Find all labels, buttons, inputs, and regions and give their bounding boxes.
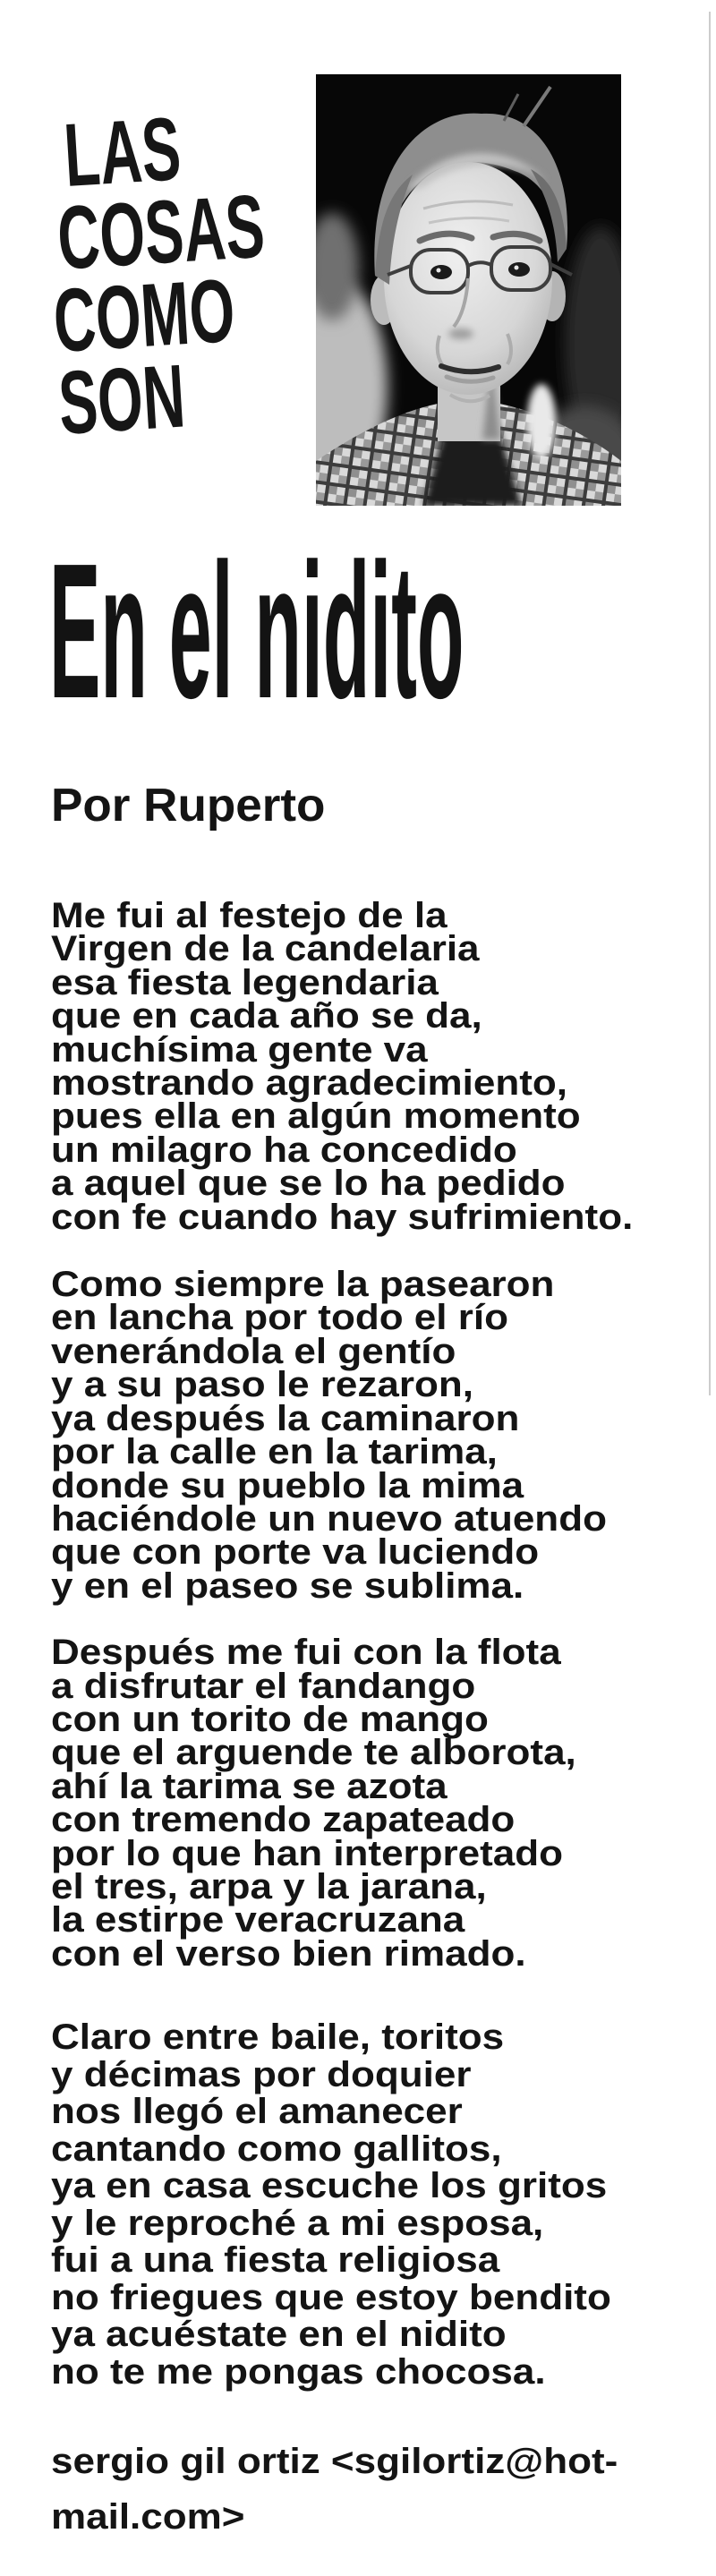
poem-line: haciéndole un nuevo atuendo	[51, 1498, 607, 1539]
masthead-line: COSAS	[55, 175, 268, 289]
poem-line: por lo que han interpretado	[51, 1833, 564, 1873]
byline: Por Ruperto	[51, 780, 326, 832]
portrait-photo	[316, 74, 621, 506]
portrait-photo-graphic	[316, 74, 621, 506]
poem-line: con el verso bien rimado.	[51, 1933, 526, 1974]
headline: En el nidito	[49, 523, 465, 738]
poem-line: a aquel que se lo ha pedido	[51, 1164, 566, 1204]
poem-line: y en el paseo se sublima.	[51, 1565, 524, 1606]
poem-line: con tremendo zapateado	[51, 1800, 516, 1840]
masthead-line: SON	[55, 345, 188, 454]
poem-line: nos llegó el amanecer	[51, 2092, 463, 2132]
poem-line: que con porte va luciendo	[51, 1532, 540, 1573]
poem-line: no friegues que estoy bendito	[51, 2277, 611, 2317]
poem-body	[51, 896, 634, 2545]
poem-stanza	[51, 2017, 611, 2392]
poem-line: ya después la caminaron	[51, 1398, 520, 1438]
author-signature	[51, 2434, 618, 2545]
poem-line: por la calle en la tarima,	[51, 1432, 498, 1472]
poem-line: mostrando agradecimiento,	[51, 1063, 568, 1104]
poem-line: que en cada año se da,	[51, 996, 482, 1036]
poem-line: el tres, arpa y la jarana,	[51, 1866, 487, 1906]
poem-line: donde su pueblo la mima	[51, 1465, 524, 1506]
poem-line: en lancha por todo el río	[51, 1298, 508, 1338]
poem-line: ya acuéstate en el nidito	[51, 2315, 507, 2355]
poem-line: Después me fui con la flota	[51, 1633, 561, 1673]
poem-line: Claro entre baile, toritos	[51, 2017, 505, 2058]
poem-line: y décimas por doquier	[51, 2054, 472, 2094]
poem-line: Me fui al festejo de la	[51, 896, 448, 935]
poem-line: fui a una fiesta religiosa	[51, 2240, 500, 2281]
poem-stanza	[51, 1633, 580, 1974]
poem-line: ahí la tarima se azota	[51, 1766, 448, 1806]
poem-stanza	[51, 896, 634, 1237]
poem-line: pues ella en algún momento	[51, 1096, 581, 1137]
masthead-line: COMO	[50, 260, 238, 371]
poem-line: no te me pongas chocosa.	[51, 2351, 546, 2392]
poem-line: a disfrutar el fandango	[51, 1666, 476, 1706]
poem-line: con un torito de mango	[51, 1699, 489, 1739]
poem-line: ya en casa escuche los gritos	[51, 2166, 608, 2206]
poem-line: y le reproché a mi esposa,	[51, 2203, 544, 2243]
masthead-line: LAS	[61, 98, 184, 206]
poem-line: con fe cuando hay sufrimiento.	[51, 1197, 634, 1237]
poem-line: venerándola el gentío	[51, 1331, 456, 1371]
poem-line: esa fiesta legendaria	[51, 962, 439, 1002]
poem-line: que el arguende te alborota,	[51, 1733, 576, 1773]
poem-line: cantando como gallitos,	[51, 2128, 502, 2169]
poem-stanza	[51, 1265, 607, 1606]
poem-line: muchísima gente va	[51, 1029, 428, 1070]
poem-line: y a su paso le rezaron,	[51, 1365, 473, 1405]
poem-line: un milagro ha concedido	[51, 1130, 517, 1170]
poem-line: la estirpe veracruzana	[51, 1900, 465, 1941]
poem-line: Como siempre la pasearon	[51, 1265, 555, 1305]
signature-line: mail.com>	[51, 2497, 245, 2538]
column-divider-rule	[709, 12, 711, 1395]
poem-line: Virgen de la candelaria	[51, 929, 480, 969]
signature-line: sergio gil ortiz <sgilortiz@hot-	[51, 2442, 618, 2482]
